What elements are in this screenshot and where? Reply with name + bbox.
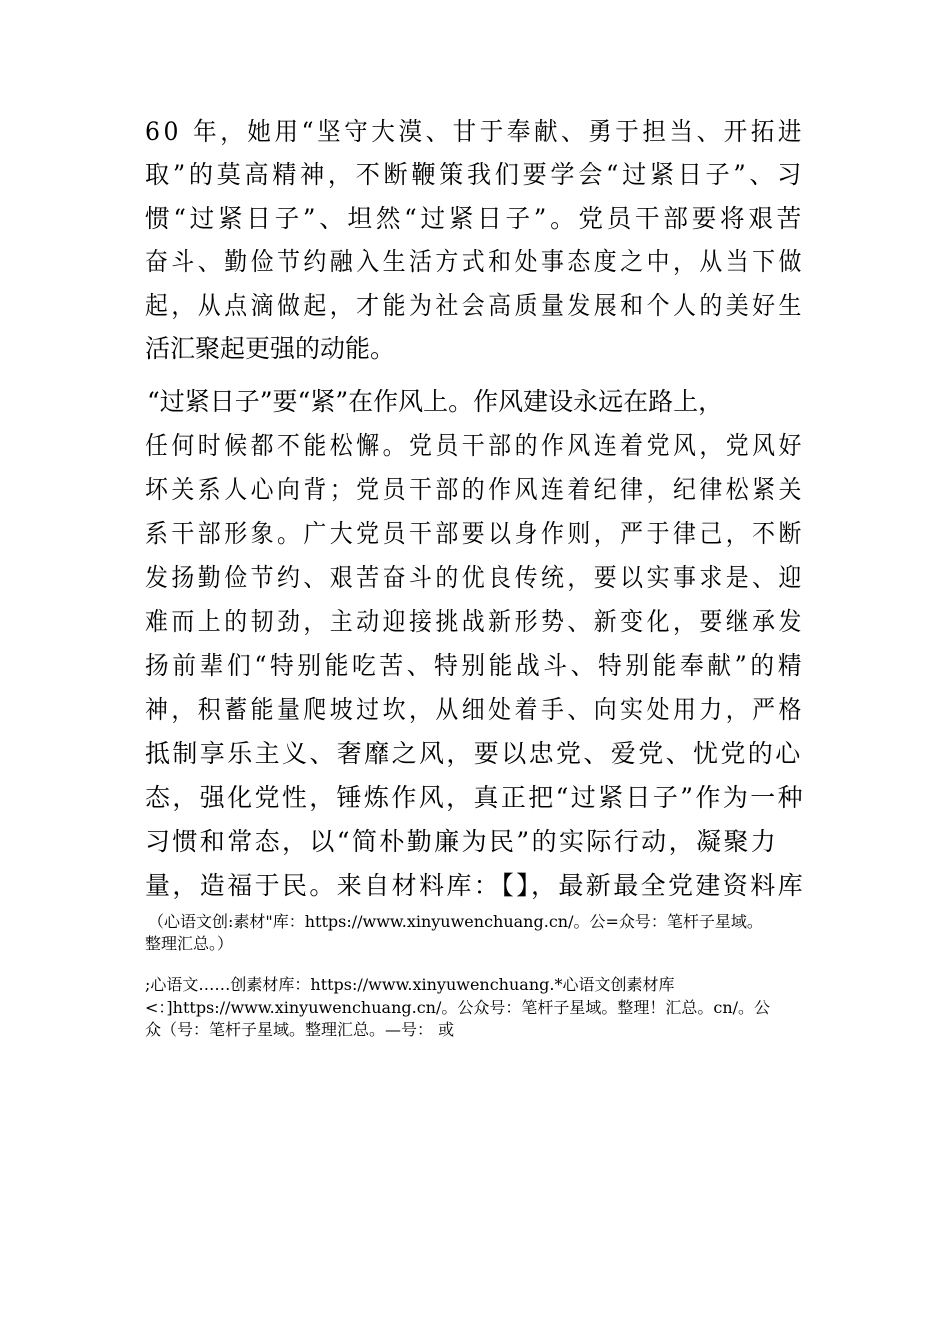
text-line: 态，强化党性，锤炼作风，真正把“过紧日子”作为一种 xyxy=(145,783,805,812)
text-line: 抵制享乐主义、奢靡之风，要以忠党、爱党、忧党的心 xyxy=(145,739,803,768)
text-line: 坏关系人心向背；党员干部的作风连着纪律，纪律松紧关 xyxy=(145,475,805,504)
text-line: 扬前辈们“特别能吃苦、特别能战斗、特别能奉献”的精 xyxy=(145,651,806,680)
footnote-line: ;心语文……创素材库：https://www.xinyuwenchuang.*心语文创素材库 xyxy=(145,975,675,994)
text-line: 起，从点滴做起，才能为社会高质量发展和个人的美好生 xyxy=(145,291,805,320)
footnote-line: 众（号：笔杆子星域。整理汇总。—号： 或 xyxy=(145,1020,455,1039)
text-line: 神，积蓄能量爬坡过坎，从细处着手、向实处用力，严格 xyxy=(145,695,805,724)
text-line: 取”的莫高精神，不断鞭策我们要学会“过紧日子”、习 xyxy=(145,160,805,189)
text-line: 发扬勤俭节约、艰苦奋斗的优良传统，要以实事求是、迎 xyxy=(145,563,805,592)
text-line: 60 年，她用“坚守大漠、甘于奉献、勇于担当、开拓进 xyxy=(145,117,806,146)
footnote-line: <：]https://www.xinyuwenchuang.cn/。公众号：笔杆子星域。整理！汇总。cn/。公 xyxy=(145,998,771,1017)
text-line: 难而上的韧劲，主动迎接挑战新形势、新变化，要继承发 xyxy=(145,607,805,636)
footnote-line: 整理汇总。） xyxy=(145,934,234,953)
text-line: 系干部形象。广大党员干部要以身作则，严于律己，不断 xyxy=(145,519,805,548)
footnote-line: （心语文创:素材"库：https://www.xinyuwenchuang.cn/。公=众号：笔杆子星域。 xyxy=(148,912,763,931)
text-line: 惯“过紧日子”、坦然“过紧日子”。党员干部要将艰苦 xyxy=(145,204,805,233)
text-line: 习惯和常态，以“简朴勤廉为民”的实际行动，凝聚力 xyxy=(145,827,779,856)
text-line: 量，造福于民。来自材料库：【】，最新最全党建资料库 xyxy=(145,871,806,900)
text-line: “过紧日子”要“紧”在作风上。作风建设永远在路上， xyxy=(147,387,724,416)
text-line: 任何时候都不能松懈。党员干部的作风连着党风，党风好 xyxy=(145,431,805,460)
text-line: 奋斗、勤俭节约融入生活方式和处事态度之中，从当下做 xyxy=(145,247,805,276)
text-line: 活汇聚起更强的动能。 xyxy=(145,334,396,363)
